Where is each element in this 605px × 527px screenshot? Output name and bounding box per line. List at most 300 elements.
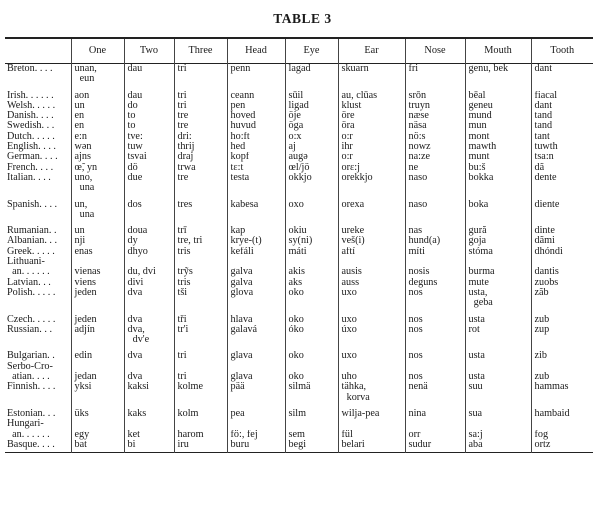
word-cell: nos	[405, 372, 465, 382]
word-cell: suu	[465, 382, 531, 403]
column-header: Three	[174, 38, 227, 64]
word-cell: bi	[124, 440, 174, 453]
word-cell: jeden	[71, 288, 124, 309]
word-cell: dãmi	[531, 236, 593, 246]
word-cell	[465, 419, 531, 429]
language-label: Dutch. . . . .	[7, 131, 55, 142]
word-cell	[531, 362, 593, 372]
language-label: Greek. . . . .	[7, 246, 55, 257]
word-cell: glava	[227, 351, 285, 361]
word-cell: uxo	[338, 315, 405, 325]
table-title: TABLE 3	[273, 11, 332, 26]
word-cell: silmä	[285, 382, 338, 403]
word-cell: yksi	[71, 382, 124, 403]
word-cell	[405, 362, 465, 372]
word-cell: nos	[405, 288, 465, 309]
table-row	[5, 288, 593, 309]
word-cell: öga	[285, 121, 338, 131]
table-row	[5, 372, 593, 382]
word-cell: aba	[465, 440, 531, 453]
word-cell	[285, 362, 338, 372]
word-cell: doua	[124, 226, 174, 236]
word-cell: genu, bek	[465, 64, 531, 85]
word-cell: un, una	[71, 200, 124, 221]
word-cell: œ̃, yn	[71, 163, 124, 173]
word-cell	[71, 362, 124, 372]
word-cell: tr'i	[174, 325, 227, 346]
word-cell	[174, 257, 227, 267]
word-cell: kefáli	[227, 247, 285, 257]
word-cell: truyn	[405, 101, 465, 111]
word-cell: naso	[405, 200, 465, 221]
language-label: Swedish. . .	[7, 121, 55, 132]
word-cell: zub	[531, 372, 593, 382]
word-cell: tri	[174, 101, 227, 111]
word-cell: hammas	[531, 382, 593, 403]
column-header: Ear	[338, 38, 405, 64]
table-row	[5, 278, 593, 288]
word-cell: máti	[285, 247, 338, 257]
column-header: One	[71, 38, 124, 64]
word-cell: goja	[465, 236, 531, 246]
table-row	[5, 267, 593, 277]
word-cell: trwa	[174, 163, 227, 173]
word-cell: ceann	[227, 91, 285, 101]
word-cell: uho	[338, 372, 405, 382]
word-cell: un	[71, 226, 124, 236]
word-cell	[71, 257, 124, 267]
word-cell: o:r	[338, 152, 405, 162]
word-cell: nosis	[405, 267, 465, 277]
word-cell: hambaid	[531, 409, 593, 419]
word-cell: viens	[71, 278, 124, 288]
language-label: French. . . .	[7, 162, 54, 173]
language-label: German. . . .	[7, 152, 58, 163]
word-cell: dant	[531, 101, 593, 111]
language-label: Basque. . . .	[7, 439, 55, 450]
word-cell: dhóndi	[531, 247, 593, 257]
word-cell: dos	[124, 200, 174, 221]
word-cell: mund	[465, 111, 531, 121]
word-cell: au, clūas	[338, 91, 405, 101]
word-cell: krye-(t)	[227, 236, 285, 246]
word-cell: stóma	[465, 247, 531, 257]
word-cell: tres	[174, 200, 227, 221]
word-cell: dente	[531, 173, 593, 194]
word-cell: nos	[405, 325, 465, 346]
word-cell: kap	[227, 226, 285, 236]
word-cell: jedan	[71, 372, 124, 382]
word-cell: dva, dv'e	[124, 325, 174, 346]
word-cell: lagad	[285, 64, 338, 85]
column-header: Eye	[285, 38, 338, 64]
language-label: Bulgarian. .	[7, 351, 55, 362]
word-cell: zuobs	[531, 278, 593, 288]
word-cell: tris	[174, 278, 227, 288]
word-cell: fiacal	[531, 91, 593, 101]
word-cell: dã	[531, 163, 593, 173]
word-cell: tri	[174, 372, 227, 382]
word-cell: diente	[531, 200, 593, 221]
word-cell	[174, 419, 227, 429]
word-cell: mun	[465, 121, 531, 131]
word-cell: augə	[285, 152, 338, 162]
word-cell: tand	[531, 121, 593, 131]
word-cell: glova	[227, 288, 285, 309]
word-cell: uno, una	[71, 173, 124, 194]
word-cell: buru	[227, 440, 285, 453]
word-cell: bat	[71, 440, 124, 453]
word-cell: aj	[285, 142, 338, 152]
language-label: Breton. . . .	[7, 63, 53, 74]
table-row	[5, 142, 593, 152]
word-cell: testa	[227, 173, 285, 194]
word-cell: aks	[285, 278, 338, 288]
word-cell: dva	[124, 351, 174, 361]
word-cell: sudur	[405, 440, 465, 453]
word-cell: usta	[465, 351, 531, 361]
word-cell: tähka, korva	[338, 382, 405, 403]
language-label: atian. . . .	[7, 372, 50, 383]
word-cell: nji	[71, 236, 124, 246]
language-label: English. . . .	[7, 142, 56, 153]
table-row	[5, 132, 593, 142]
word-cell: dinte	[531, 226, 593, 236]
language-label: Welsh. . . . .	[7, 100, 56, 111]
word-cell	[338, 257, 405, 267]
word-cell	[227, 257, 285, 267]
word-cell: aon	[71, 91, 124, 101]
word-cell: fö:, fej	[227, 430, 285, 440]
column-header	[5, 38, 71, 64]
word-cell: trī	[174, 226, 227, 236]
word-cell: oxo	[285, 200, 338, 221]
word-cell: bokka	[465, 173, 531, 194]
word-cell: okkjo	[285, 173, 338, 194]
word-cell: edin	[71, 351, 124, 361]
table-row	[5, 163, 593, 173]
word-cell: due	[124, 173, 174, 194]
word-cell	[405, 419, 465, 429]
word-cell: vienas	[71, 267, 124, 277]
word-cell: burma	[465, 267, 531, 277]
language-label: Estonian. . .	[7, 408, 56, 419]
word-cell: kolme	[174, 382, 227, 403]
word-cell	[124, 419, 174, 429]
word-cell: dhyo	[124, 247, 174, 257]
word-cell: dant	[531, 64, 593, 85]
word-cell	[285, 257, 338, 267]
word-cell: orε:j	[338, 163, 405, 173]
word-cell: wilja-pea	[338, 409, 405, 419]
word-cell: mont	[465, 132, 531, 142]
vocabulary-table	[5, 37, 593, 453]
language-label: Finnish. . . .	[7, 382, 56, 393]
word-cell: kopf	[227, 152, 285, 162]
language-label: Spanish. . . .	[7, 199, 58, 210]
word-cell: usta	[465, 315, 531, 325]
word-cell: bēal	[465, 91, 531, 101]
word-cell: tri	[174, 351, 227, 361]
word-cell: sy(ni)	[285, 236, 338, 246]
word-cell: du, dvi	[124, 267, 174, 277]
word-cell: dri:	[174, 132, 227, 142]
word-cell: en	[71, 121, 124, 131]
word-cell: klust	[338, 101, 405, 111]
word-cell: næse	[405, 111, 465, 121]
word-cell: kolm	[174, 409, 227, 419]
word-cell: pea	[227, 409, 285, 419]
word-cell: tuw	[124, 142, 174, 152]
word-cell: veš(i)	[338, 236, 405, 246]
word-cell: un	[71, 101, 124, 111]
word-cell: mawth	[465, 142, 531, 152]
word-cell: draj	[174, 152, 227, 162]
word-cell: zub	[531, 315, 593, 325]
word-cell: o:r	[338, 132, 405, 142]
table-row	[5, 315, 593, 325]
table-row	[5, 440, 593, 453]
word-cell: galva	[227, 267, 285, 277]
table-body	[5, 64, 593, 453]
word-cell: ne	[405, 163, 465, 173]
word-cell: tre	[174, 111, 227, 121]
word-cell: óko	[285, 325, 338, 346]
language-label: Danish. . . .	[7, 111, 54, 122]
word-cell: ihr	[338, 142, 405, 152]
word-cell: uxo	[338, 351, 405, 361]
word-cell: dö	[124, 163, 174, 173]
table-row	[5, 236, 593, 246]
word-cell: dy	[124, 236, 174, 246]
word-cell: trỹs	[174, 267, 227, 277]
language-label: an. . . . . .	[7, 429, 50, 440]
word-cell: orekkjo	[338, 173, 405, 194]
word-cell: belari	[338, 440, 405, 453]
word-cell: boka	[465, 200, 531, 221]
word-cell: iru	[174, 440, 227, 453]
language-label: Albanian. . .	[7, 236, 58, 247]
word-cell: nenä	[405, 382, 465, 403]
word-cell: nos	[405, 351, 465, 361]
word-cell: e:n	[71, 132, 124, 142]
table-row	[5, 226, 593, 236]
word-cell: rot	[465, 325, 531, 346]
word-cell: ausis	[338, 267, 405, 277]
word-cell: kabesa	[227, 200, 285, 221]
word-cell: tris	[174, 247, 227, 257]
word-cell: kaks	[124, 409, 174, 419]
word-cell: tant	[531, 132, 593, 142]
word-cell: sua	[465, 409, 531, 419]
word-cell: pää	[227, 382, 285, 403]
word-cell: egy	[71, 430, 124, 440]
word-cell	[227, 362, 285, 372]
word-cell: fül	[338, 430, 405, 440]
word-cell: ureke	[338, 226, 405, 236]
word-cell: okiu	[285, 226, 338, 236]
table-row	[5, 382, 593, 403]
word-cell: tri	[174, 91, 227, 101]
word-cell: huvud	[227, 121, 285, 131]
word-cell: hund(a)	[405, 236, 465, 246]
word-cell: zib	[531, 351, 593, 361]
word-cell: do	[124, 101, 174, 111]
word-cell: nas	[405, 226, 465, 236]
word-cell	[338, 419, 405, 429]
word-cell: begi	[285, 440, 338, 453]
word-cell: nö:s	[405, 132, 465, 142]
word-cell: dva	[124, 372, 174, 382]
word-cell: silm	[285, 409, 338, 419]
word-cell: enas	[71, 247, 124, 257]
word-cell: divi	[124, 278, 174, 288]
word-cell: tsa:n	[531, 152, 593, 162]
word-cell: gură	[465, 226, 531, 236]
word-cell: öre	[338, 111, 405, 121]
language-label: Lithuani-	[7, 257, 45, 268]
word-cell: orexa	[338, 200, 405, 221]
word-cell: sem	[285, 430, 338, 440]
word-cell: aftí	[338, 247, 405, 257]
word-cell: skuarn	[338, 64, 405, 85]
word-cell: o:x	[285, 132, 338, 142]
word-cell	[405, 257, 465, 267]
table-row	[5, 173, 593, 194]
column-header: Head	[227, 38, 285, 64]
word-cell: oko	[285, 372, 338, 382]
table-row	[5, 247, 593, 257]
word-cell: thrij	[174, 142, 227, 152]
word-cell	[531, 419, 593, 429]
word-cell: hoved	[227, 111, 285, 121]
word-cell	[465, 257, 531, 267]
word-cell: auss	[338, 278, 405, 288]
word-cell: deguns	[405, 278, 465, 288]
word-cell: ligad	[285, 101, 338, 111]
language-label: Polish. . . . .	[7, 287, 56, 298]
language-label: an. . . . . .	[7, 267, 50, 278]
word-cell: úxo	[338, 325, 405, 346]
word-cell: galavá	[227, 325, 285, 346]
word-cell: harom	[174, 430, 227, 440]
word-cell: hed	[227, 142, 285, 152]
word-cell: to	[124, 111, 174, 121]
word-cell: ortz	[531, 440, 593, 453]
table-row	[5, 64, 593, 85]
word-cell: pen	[227, 101, 285, 111]
word-cell: tre	[174, 173, 227, 194]
language-label: Russian. . .	[7, 324, 52, 335]
word-cell: naso	[405, 173, 465, 194]
word-cell: fri	[405, 64, 465, 85]
table-row	[5, 362, 593, 372]
language-label: Serbo-Cro-	[7, 361, 53, 372]
word-cell: penn	[227, 64, 285, 85]
table-row	[5, 101, 593, 111]
table-row	[5, 325, 593, 346]
word-cell: ket	[124, 430, 174, 440]
language-label: Hungari-	[7, 419, 44, 430]
word-cell: wən	[71, 142, 124, 152]
word-cell	[227, 419, 285, 429]
language-label: Czech. . . . .	[7, 314, 56, 325]
word-cell: zup	[531, 325, 593, 346]
word-cell: glava	[227, 372, 285, 382]
word-cell: öra	[338, 121, 405, 131]
word-cell: tsvai	[124, 152, 174, 162]
language-label: Irish. . . . . .	[7, 90, 54, 101]
word-cell: sūil	[285, 91, 338, 101]
table-row	[5, 430, 593, 440]
word-cell: nos	[405, 315, 465, 325]
table-row	[5, 111, 593, 121]
word-cell: oko	[285, 288, 338, 309]
table-row	[5, 409, 593, 419]
table-row	[5, 121, 593, 131]
word-cell: geneu	[465, 101, 531, 111]
word-cell: ajns	[71, 152, 124, 162]
word-cell: bu:š	[465, 163, 531, 173]
word-cell: hlava	[227, 315, 285, 325]
word-cell: tši	[174, 288, 227, 309]
word-cell	[531, 257, 593, 267]
word-cell: tand	[531, 111, 593, 121]
word-cell: adjín	[71, 325, 124, 346]
word-cell: uxo	[338, 288, 405, 309]
language-label: Italian. . . .	[7, 172, 51, 183]
word-cell: dau	[124, 91, 174, 101]
word-cell: nowz	[405, 142, 465, 152]
word-cell: nina	[405, 409, 465, 419]
header-row	[5, 38, 593, 64]
word-cell: oko	[285, 315, 338, 325]
word-cell: munt	[465, 152, 531, 162]
word-cell: fog	[531, 430, 593, 440]
word-cell: tre	[174, 121, 227, 131]
word-cell: dantis	[531, 267, 593, 277]
word-cell: jeden	[71, 315, 124, 325]
table-row	[5, 152, 593, 162]
word-cell	[124, 362, 174, 372]
column-header: Mouth	[465, 38, 531, 64]
word-cell: tve:	[124, 132, 174, 142]
word-cell: usta, geba	[465, 288, 531, 309]
word-cell	[285, 419, 338, 429]
word-cell: en	[71, 111, 124, 121]
word-cell: kaksi	[124, 382, 174, 403]
word-cell	[71, 419, 124, 429]
word-cell: míti	[405, 247, 465, 257]
word-cell: akis	[285, 267, 338, 277]
language-label: Rumanian. .	[7, 226, 57, 237]
word-cell: oko	[285, 351, 338, 361]
word-cell: ho:ft	[227, 132, 285, 142]
word-cell: üks	[71, 409, 124, 419]
word-cell	[465, 362, 531, 372]
table-row	[5, 257, 593, 267]
word-cell: zãb	[531, 288, 593, 309]
table-row	[5, 200, 593, 221]
word-cell: tri	[174, 64, 227, 85]
word-cell: näsa	[405, 121, 465, 131]
word-cell: tuwth	[531, 142, 593, 152]
word-cell: to	[124, 121, 174, 131]
column-header: Nose	[405, 38, 465, 64]
word-cell: usta	[465, 372, 531, 382]
word-cell	[124, 257, 174, 267]
language-label: Latvian. . .	[7, 277, 51, 288]
